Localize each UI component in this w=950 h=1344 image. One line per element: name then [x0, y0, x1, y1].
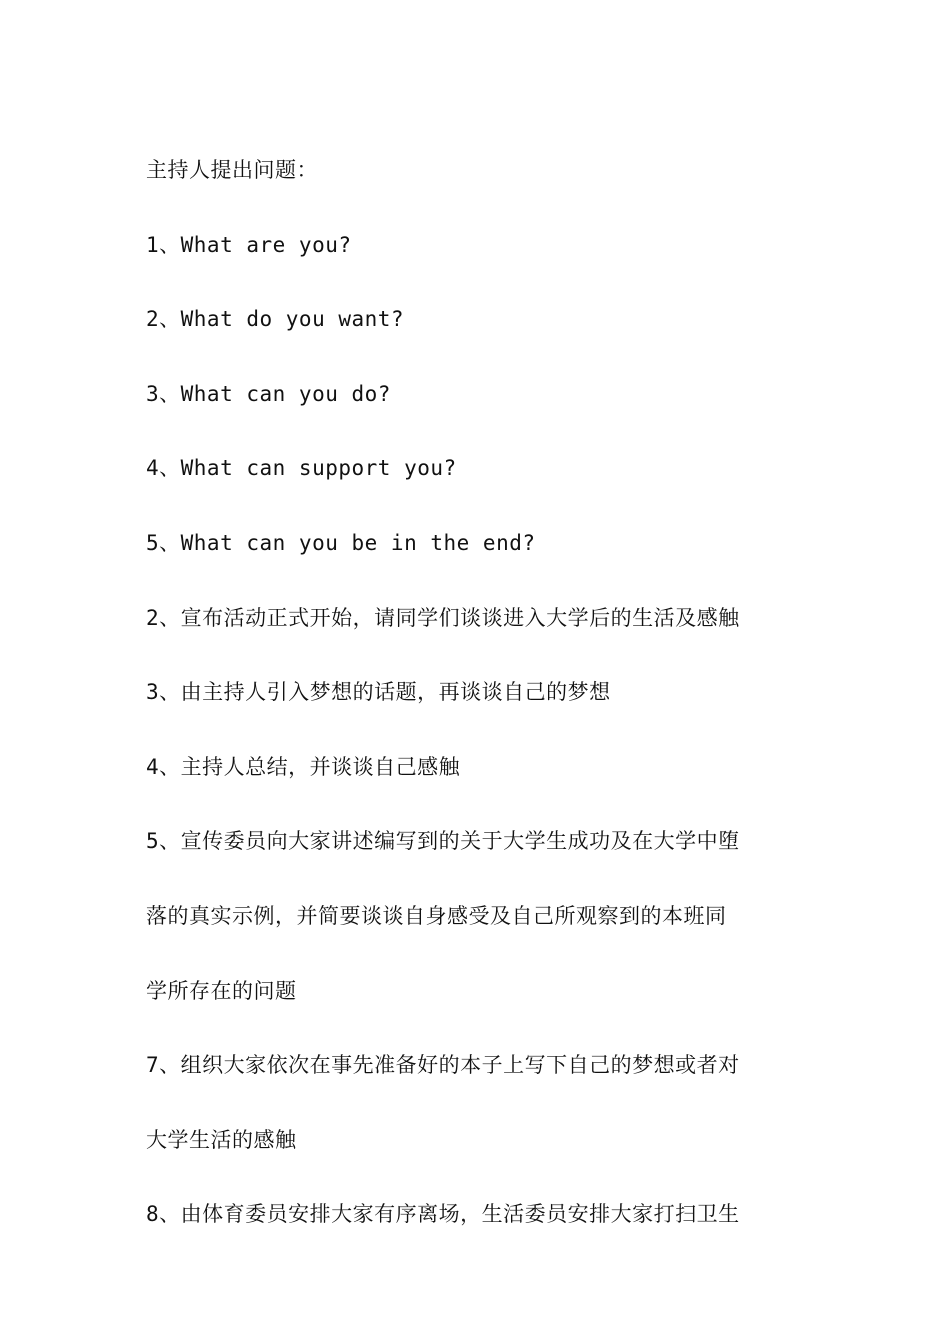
question-item-4: 4、What can support you?: [146, 456, 457, 481]
question-item-5: 5、What can you be in the end?: [146, 530, 536, 555]
step-item-4: 4、主持人总结，并谈谈自己感触: [146, 754, 461, 779]
question-item-3: 3、What can you do?: [146, 381, 391, 406]
step-item-5-line-2: 落的真实示例，并简要谈谈自身感受及自己所观察到的本班同: [146, 903, 727, 928]
question-item-1: 1、What are you?: [146, 232, 352, 257]
step-item-5-line-1: 5、宣传委员向大家讲述编写到的关于大学生成功及在大学中堕: [146, 829, 740, 854]
step-item-2: 2、宣布活动正式开始，请同学们谈谈进入大学后的生活及感触: [146, 605, 740, 630]
step-item-7-line-1: 7、组织大家依次在事先准备好的本子上写下自己的梦想或者对: [146, 1053, 740, 1078]
question-item-2: 2、What do you want?: [146, 307, 405, 332]
step-item-8: 8、由体育委员安排大家有序离场，生活委员安排大家打扫卫生: [146, 1202, 740, 1227]
step-item-7-line-2: 大学生活的感触: [146, 1127, 297, 1152]
step-item-5-line-3: 学所存在的问题: [146, 978, 297, 1003]
host-questions-heading: 主持人提出问题：: [146, 158, 318, 182]
step-item-3: 3、由主持人引入梦想的话题，再谈谈自己的梦想: [146, 680, 611, 705]
document-body: [146, 133, 816, 1252]
